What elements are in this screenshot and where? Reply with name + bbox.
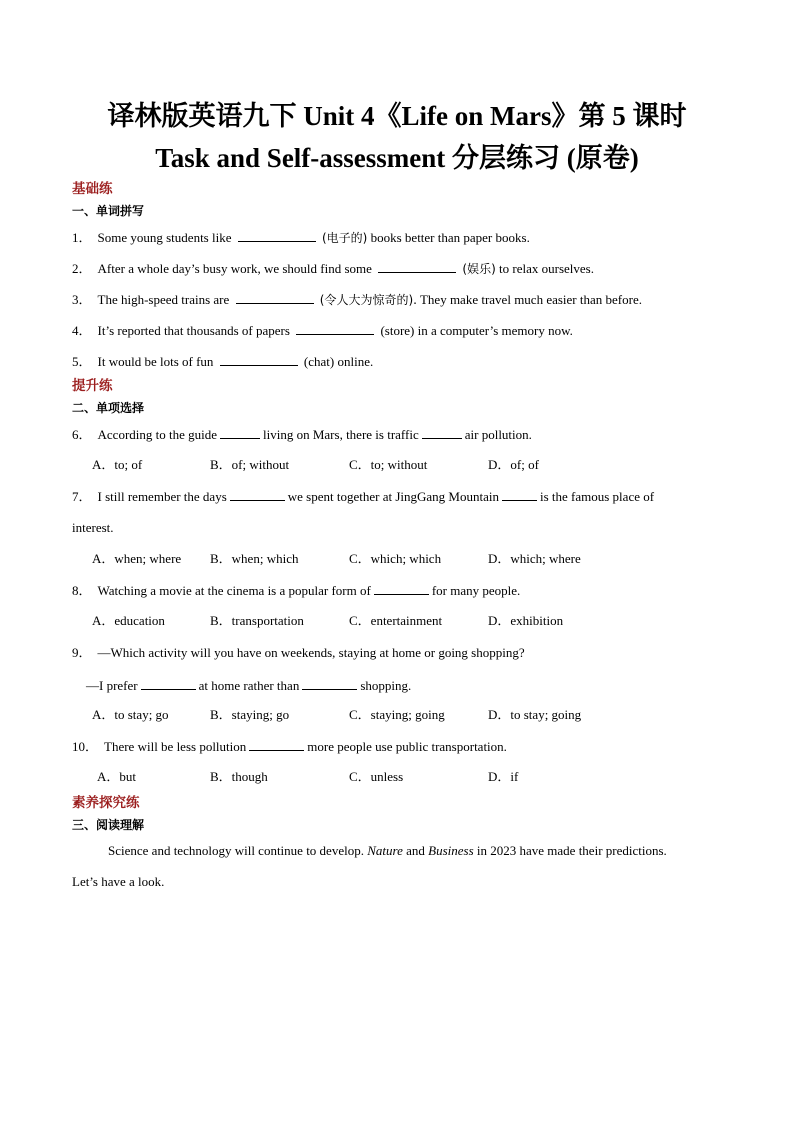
question-text: to relax ourselves. — [499, 261, 594, 276]
option-c[interactable]: C．staying; going — [349, 707, 445, 722]
question-text: Watching a movie at the cinema is a popular form of — [97, 583, 371, 598]
question-text: The high-speed trains are — [97, 292, 230, 307]
question-9-reply — [86, 677, 411, 694]
option-a[interactable]: A．to; of — [92, 457, 143, 472]
question-3 — [72, 291, 642, 308]
question-number: 8． — [72, 583, 92, 598]
question-text: for many people. — [431, 583, 521, 598]
answer-blank[interactable] — [374, 582, 429, 595]
question-8 — [72, 582, 520, 599]
hint: (电子的) — [321, 231, 368, 245]
question-number: 3． — [72, 292, 92, 307]
answer-blank[interactable] — [502, 488, 537, 501]
hint: (chat) — [303, 354, 335, 369]
option-b[interactable]: B．transportation — [210, 613, 304, 628]
option-c[interactable]: C．to; without — [349, 457, 428, 472]
section-improve: 提升练 — [72, 378, 113, 394]
option-d[interactable]: D．which; where — [488, 551, 581, 566]
question-7-continued: interest. — [72, 520, 114, 535]
reading-paragraph-continued: Let’s have a look. — [72, 874, 165, 889]
option-b[interactable]: B．staying; go — [210, 707, 290, 722]
question-text: Some young students like — [97, 230, 232, 245]
question-number: 7． — [72, 489, 92, 504]
question-text: online. — [337, 354, 374, 369]
question-7 — [72, 488, 654, 505]
question-5 — [72, 353, 373, 370]
answer-blank[interactable] — [220, 426, 260, 439]
section-basic: 基础练 — [72, 181, 113, 197]
question-number: 6． — [72, 427, 92, 442]
question-text: is the famous place of — [539, 489, 655, 504]
option-b[interactable]: B．when; which — [210, 551, 299, 566]
question-text: It’s reported that thousands of papers — [97, 323, 290, 338]
option-b[interactable]: B．of; without — [210, 457, 290, 472]
question-9 — [72, 645, 525, 661]
part3-heading: 三、阅读理解 — [72, 818, 145, 832]
question-text: at home rather than — [198, 678, 300, 693]
question-1 — [72, 229, 530, 246]
question-text: living on Mars, there is traffic — [263, 427, 419, 442]
question-number: 2． — [72, 261, 92, 276]
question-text: air pollution. — [464, 427, 532, 442]
question-text: It would be lots of fun — [97, 354, 214, 369]
question-text: —I prefer — [86, 678, 138, 693]
question-number: 10． — [72, 739, 99, 754]
question-4 — [72, 322, 573, 339]
option-d[interactable]: D．of; of — [488, 457, 539, 472]
page-title-line-1: 译林版英语九下 Unit 4《Life on Mars》第 5 课时 — [107, 101, 687, 131]
hint: (令人大为惊奇的). — [319, 293, 417, 307]
question-2 — [72, 260, 594, 277]
page-title-line-2: Task and Self-assessment 分层练习 (原卷) — [155, 143, 639, 173]
hint: (娱乐) — [462, 262, 496, 276]
reading-text-italic: Business — [428, 843, 474, 858]
question-text: —Which activity will you have on weekends, staying at home or going shopping? — [97, 645, 525, 660]
option-d[interactable]: D．exhibition — [488, 613, 564, 628]
question-number: 5． — [72, 354, 92, 369]
answer-blank[interactable] — [220, 353, 298, 366]
option-a[interactable]: A．but — [97, 769, 137, 784]
option-c[interactable]: C．which; which — [349, 551, 442, 566]
question-text: I still remember the days — [97, 489, 227, 504]
answer-blank[interactable] — [236, 291, 314, 304]
question-text: books better than paper books. — [370, 230, 530, 245]
question-text: shopping. — [360, 678, 412, 693]
answer-blank[interactable] — [249, 738, 304, 751]
option-d[interactable]: D．to stay; going — [488, 707, 582, 722]
hint: (store) — [380, 323, 415, 338]
part1-heading: 一、单词拼写 — [72, 204, 145, 218]
question-text: more people use public transportation. — [307, 739, 507, 754]
option-a[interactable]: A．education — [92, 613, 165, 628]
option-b[interactable]: B．though — [210, 769, 268, 784]
question-number: 4． — [72, 323, 92, 338]
question-text: in a computer’s memory now. — [417, 323, 573, 338]
reading-text-italic: Nature — [367, 843, 403, 858]
question-text: After a whole day’s busy work, we should find some — [97, 261, 372, 276]
option-c[interactable]: C．entertainment — [349, 613, 443, 628]
question-text: There will be less pollution — [104, 739, 247, 754]
answer-blank[interactable] — [296, 322, 374, 335]
option-a[interactable]: A．when; where — [92, 551, 182, 566]
question-text: They make travel much easier than before. — [419, 292, 642, 307]
question-number: 9． — [72, 645, 92, 660]
question-10 — [72, 738, 507, 755]
option-c[interactable]: C．unless — [349, 769, 404, 784]
answer-blank[interactable] — [422, 426, 462, 439]
reading-text: in 2023 have made their predictions. — [476, 843, 667, 858]
section-explore: 素养探究练 — [72, 795, 140, 811]
reading-text: and — [406, 843, 425, 858]
question-number: 1． — [72, 230, 92, 245]
option-d[interactable]: D．if — [488, 769, 519, 784]
question-6 — [72, 426, 532, 443]
question-text: we spent together at JingGang Mountain — [287, 489, 499, 504]
answer-blank[interactable] — [238, 229, 316, 242]
option-a[interactable]: A．to stay; go — [92, 707, 169, 722]
reading-text: Science and technology will continue to develop. — [108, 843, 364, 858]
question-text: According to the guide — [97, 427, 218, 442]
part2-heading: 二、单项选择 — [72, 401, 145, 415]
answer-blank[interactable] — [302, 677, 357, 690]
reading-paragraph — [108, 843, 667, 859]
answer-blank[interactable] — [378, 260, 456, 273]
answer-blank[interactable] — [230, 488, 285, 501]
answer-blank[interactable] — [141, 677, 196, 690]
